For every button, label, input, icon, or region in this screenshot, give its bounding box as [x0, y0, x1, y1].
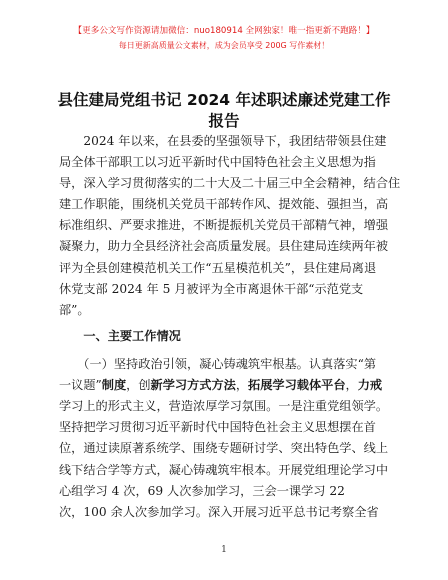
bold-phrase: 拓展学习载体平台 [248, 378, 346, 392]
paragraph-2-line: 心组学习 4 次，69 人次参加学习，三会一课学习 22 [59, 484, 345, 498]
paragraph-1-line: 凝聚力，助力全县经济社会高质量发展。县住建局连续两年被 [59, 239, 389, 253]
paragraph-1-line: 评为全县创建模范机关工作“五星模范机关”，县住建局离退 [59, 261, 377, 275]
promo-banner-line-2: 每日更新高质量公文素材，成为会员享受 200G 写作素材！ [118, 41, 330, 50]
paragraph-1-line: 建工作职能，围绕机关党员干部转作风、提效能、强担当，高 [59, 197, 389, 211]
paragraph-2-line: （一）坚持政治引领，凝心铸魂筑牢根基。认真落实“第 [59, 357, 377, 371]
paragraph-1-line: 导，深入学习贯彻落实的二十大及二十届三中全会精神，结合住 [59, 176, 401, 190]
text-run: ， [345, 378, 358, 392]
paragraph-2-line: 位，通过读原著系统学、围绕专题研讨学、突出特色学、线上 [59, 441, 389, 455]
text-run: 一议题” [59, 378, 102, 392]
paragraph-1-line: 局全体干部职工以习近平新时代中国特色社会主义思想为指 [59, 155, 376, 169]
paragraph-1-line: 部”。 [59, 303, 90, 317]
section-heading: 一、主要工作情况 [59, 329, 181, 343]
paragraph-1-line: 休党支部 2024 年 5 月被评为全市离退休干部“示范党支 [59, 282, 364, 296]
document-title-line-2: 报告 [208, 112, 240, 130]
bold-phrase: 力戒 [357, 378, 383, 392]
page-number: 1 [221, 545, 227, 555]
paragraph-2-line: 学习上的形式主义，营造浓厚学习氛围。一是注重党组领学。 [59, 399, 389, 413]
promo-banner-line-1: 【更多公文写作资源请加微信：nuo180914 全网独家！唯一指更新不跑路！】 [73, 26, 375, 36]
paragraph-1-line: 标准组织、严要求推进，不断提振机关党员干部精气神，增强 [59, 218, 389, 232]
paragraph-1-line: 2024 年以来，在县委的坚强领导下，我团结带领县住建 [59, 134, 387, 148]
paragraph-2-line: 次，100 余人次参加学习。深入开展习近平总书记考察全省 [59, 505, 379, 519]
text-run: ，创 [126, 378, 151, 392]
paragraph-2-line [59, 378, 382, 393]
document-title-line-1: 县住建局党组书记 2024 年述职述廉述党建工作 [57, 91, 391, 109]
paragraph-2-line: 线下结合学等方式，凝心铸魂筑牢根本。开展党组理论学习中 [59, 463, 389, 477]
paragraph-2-line: 坚持把学习贯彻习近平新时代中国特色社会主义思想摆在首 [59, 420, 376, 434]
bold-phrase: 新学习方式方法 [150, 378, 236, 392]
bold-phrase: 制度 [101, 378, 127, 392]
text-run: ， [235, 378, 249, 392]
